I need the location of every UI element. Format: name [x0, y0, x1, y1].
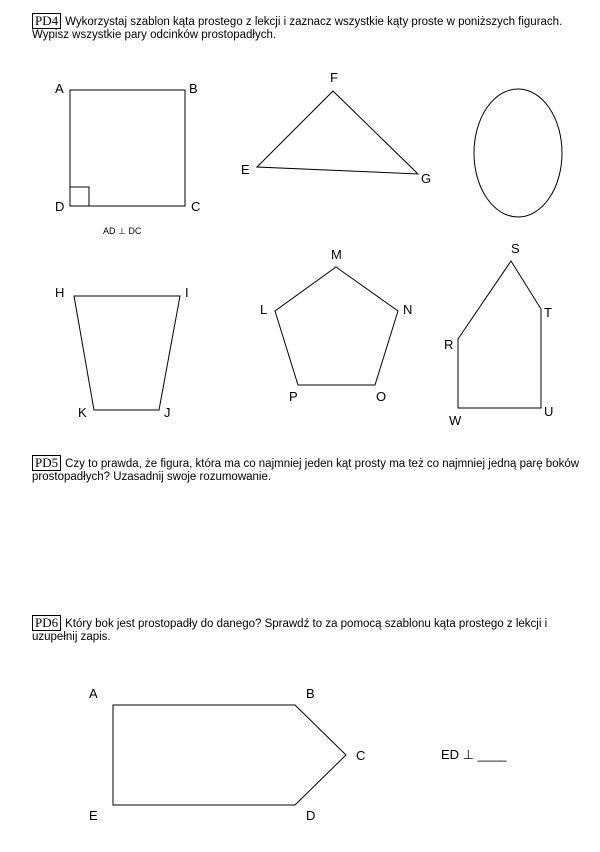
vertex-label-w: W — [449, 413, 462, 428]
triangle-efg — [241, 70, 431, 186]
task-tag: PD5 — [32, 455, 61, 471]
square-abcd — [55, 81, 200, 236]
vertex-label-u: U — [544, 404, 554, 419]
vertex-label-l: L — [260, 302, 268, 317]
right-angle-marker — [70, 187, 89, 206]
pentagon2-outline — [458, 261, 541, 408]
vertex-label-b: B — [306, 686, 315, 701]
vertex-label-c: C — [191, 199, 201, 214]
task-tag: PD6 — [32, 615, 61, 631]
perpendicular-note: AD ⊥ DC — [103, 226, 142, 236]
vertex-label-e: E — [241, 162, 250, 177]
vertex-label-s: S — [511, 241, 520, 256]
vertex-label-d: D — [55, 199, 65, 214]
trapezoid-outline — [74, 296, 180, 410]
vertex-label-m: M — [331, 247, 342, 262]
trapezoid-hijk — [55, 285, 189, 420]
vertex-label-d: D — [306, 808, 316, 823]
vertex-label-i: I — [185, 285, 189, 300]
vertex-label-n: N — [403, 302, 413, 317]
vertex-label-k: K — [78, 405, 87, 420]
vertex-label-c: C — [356, 748, 366, 763]
vertex-label-o: O — [376, 389, 387, 404]
vertex-label-g: G — [421, 171, 432, 186]
triangle-outline — [257, 91, 418, 174]
task-text: Który bok jest prostopadły do danego? Sprawdź to za pomocą szablonu kąta prostego z lekcji i uzupełnij zapis. — [32, 618, 548, 643]
vertex-label-t: T — [544, 305, 552, 320]
pd6-shape-outline — [113, 705, 346, 805]
pentagon-abcde — [89, 686, 507, 823]
task-tag: PD4 — [32, 13, 61, 29]
vertex-label-a: A — [55, 81, 64, 96]
ellipse-figure — [474, 89, 562, 217]
pentagon-rstuw — [444, 241, 553, 428]
vertex-label-r: R — [444, 337, 454, 352]
answer-blank[interactable]: ED ⊥ ____ — [441, 747, 507, 762]
vertex-label-a: A — [89, 686, 98, 701]
task-text: Czy to prawda, że figura, która ma co najmniej jeden kąt prosty ma też co najmniej jedną parę boków prostopadłych? Uzasadnij swoje rozumowanie. — [32, 458, 580, 483]
vertex-label-e: E — [89, 808, 98, 823]
square-outline — [70, 90, 185, 206]
vertex-label-j: J — [164, 405, 171, 420]
vertex-label-f: F — [330, 70, 338, 85]
vertex-label-b: B — [189, 81, 198, 96]
pentagon-lmnop — [260, 247, 412, 404]
vertex-label-p: P — [289, 389, 298, 404]
vertex-label-h: H — [55, 285, 65, 300]
pentagon-outline — [275, 267, 398, 385]
task-text: Wykorzystaj szablon kąta prostego z lekcji i zaznacz wszystkie kąty proste w poniższych figurach. Wypisz wszystkie pary odcinków prostopadłych. — [32, 16, 563, 41]
